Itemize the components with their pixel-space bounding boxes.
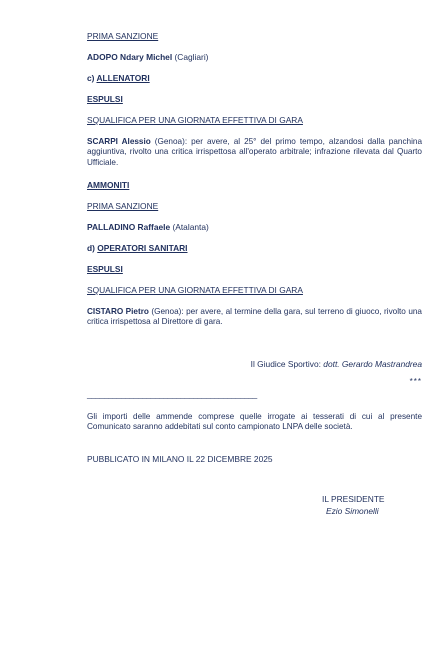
giudice-label: Il Giudice Sportivo: xyxy=(250,359,321,369)
presidente-name: Ezio Simonelli xyxy=(326,505,379,516)
section-title: ALLENATORI xyxy=(96,73,150,83)
squalifica-heading: SQUALIFICA PER UNA GIORNATA EFFETTIVA DI GARA xyxy=(87,115,303,125)
sanction-text: per avere, al termine della gara, sul terreno di giuoco, rivolto una critica irrispettosa al Direttore di gara. xyxy=(87,307,422,327)
player-team: (Cagliari) xyxy=(174,52,209,62)
section-prefix: c) xyxy=(87,73,95,83)
presidente-signature xyxy=(322,494,412,517)
horizontal-separator: ________________________________________ xyxy=(87,390,257,399)
giudice-name: dott. Gerardo Mastrandrea xyxy=(323,359,422,369)
importi-note: Gli importi delle ammende comprese quelle irrogate ai tesserati di cui al presente Comunicato saranno addebitati sul conto campionato LNPA delle società. xyxy=(87,412,422,432)
person-name: SCARPI Alessio xyxy=(87,137,151,146)
section-d-heading xyxy=(87,243,422,254)
squalifica-heading-2: SQUALIFICA PER UNA GIORNATA EFFETTIVA DI GARA xyxy=(87,285,303,295)
giudice-signature xyxy=(87,359,422,370)
person-team: (Atalanta) xyxy=(172,222,209,232)
prima-sanzione-heading: PRIMA SANZIONE xyxy=(87,31,159,41)
pubblicato-line: PUBBLICATO IN MILANO IL 22 DICEMBRE 2025 xyxy=(87,454,273,464)
adopo-entry xyxy=(87,52,422,63)
espulsi-heading-2: ESPULSI xyxy=(87,264,123,274)
player-name: ADOPO Ndary Michel xyxy=(87,52,173,62)
cistaro-entry xyxy=(87,307,422,328)
scarpi-entry xyxy=(87,137,422,168)
person-name: CISTARO Pietro xyxy=(87,307,149,316)
stars-separator: *** xyxy=(409,377,422,386)
espulsi-heading: ESPULSI xyxy=(87,94,123,104)
person-team: (Genoa): xyxy=(154,137,188,146)
person-team: (Genoa): xyxy=(151,307,184,316)
sanction-text: per avere, al 25° del primo tempo, alzandosi dalla panchina aggiuntiva, rivolto una critica irrispettosa all'operato arbitrale; infrazione rilevata dal Quarto Ufficiale. xyxy=(87,137,423,167)
person-name: PALLADINO Raffaele xyxy=(87,222,171,232)
presidente-title: IL PRESIDENTE xyxy=(322,494,385,504)
prima-sanzione-heading-2: PRIMA SANZIONE xyxy=(87,201,159,211)
ammoniti-heading: AMMONITI xyxy=(87,180,130,190)
section-title: OPERATORI SANITARI xyxy=(97,243,188,253)
section-prefix: d) xyxy=(87,243,95,253)
sanction-block-adopo xyxy=(87,31,422,42)
section-c-heading xyxy=(87,73,422,84)
palladino-entry xyxy=(87,222,422,233)
